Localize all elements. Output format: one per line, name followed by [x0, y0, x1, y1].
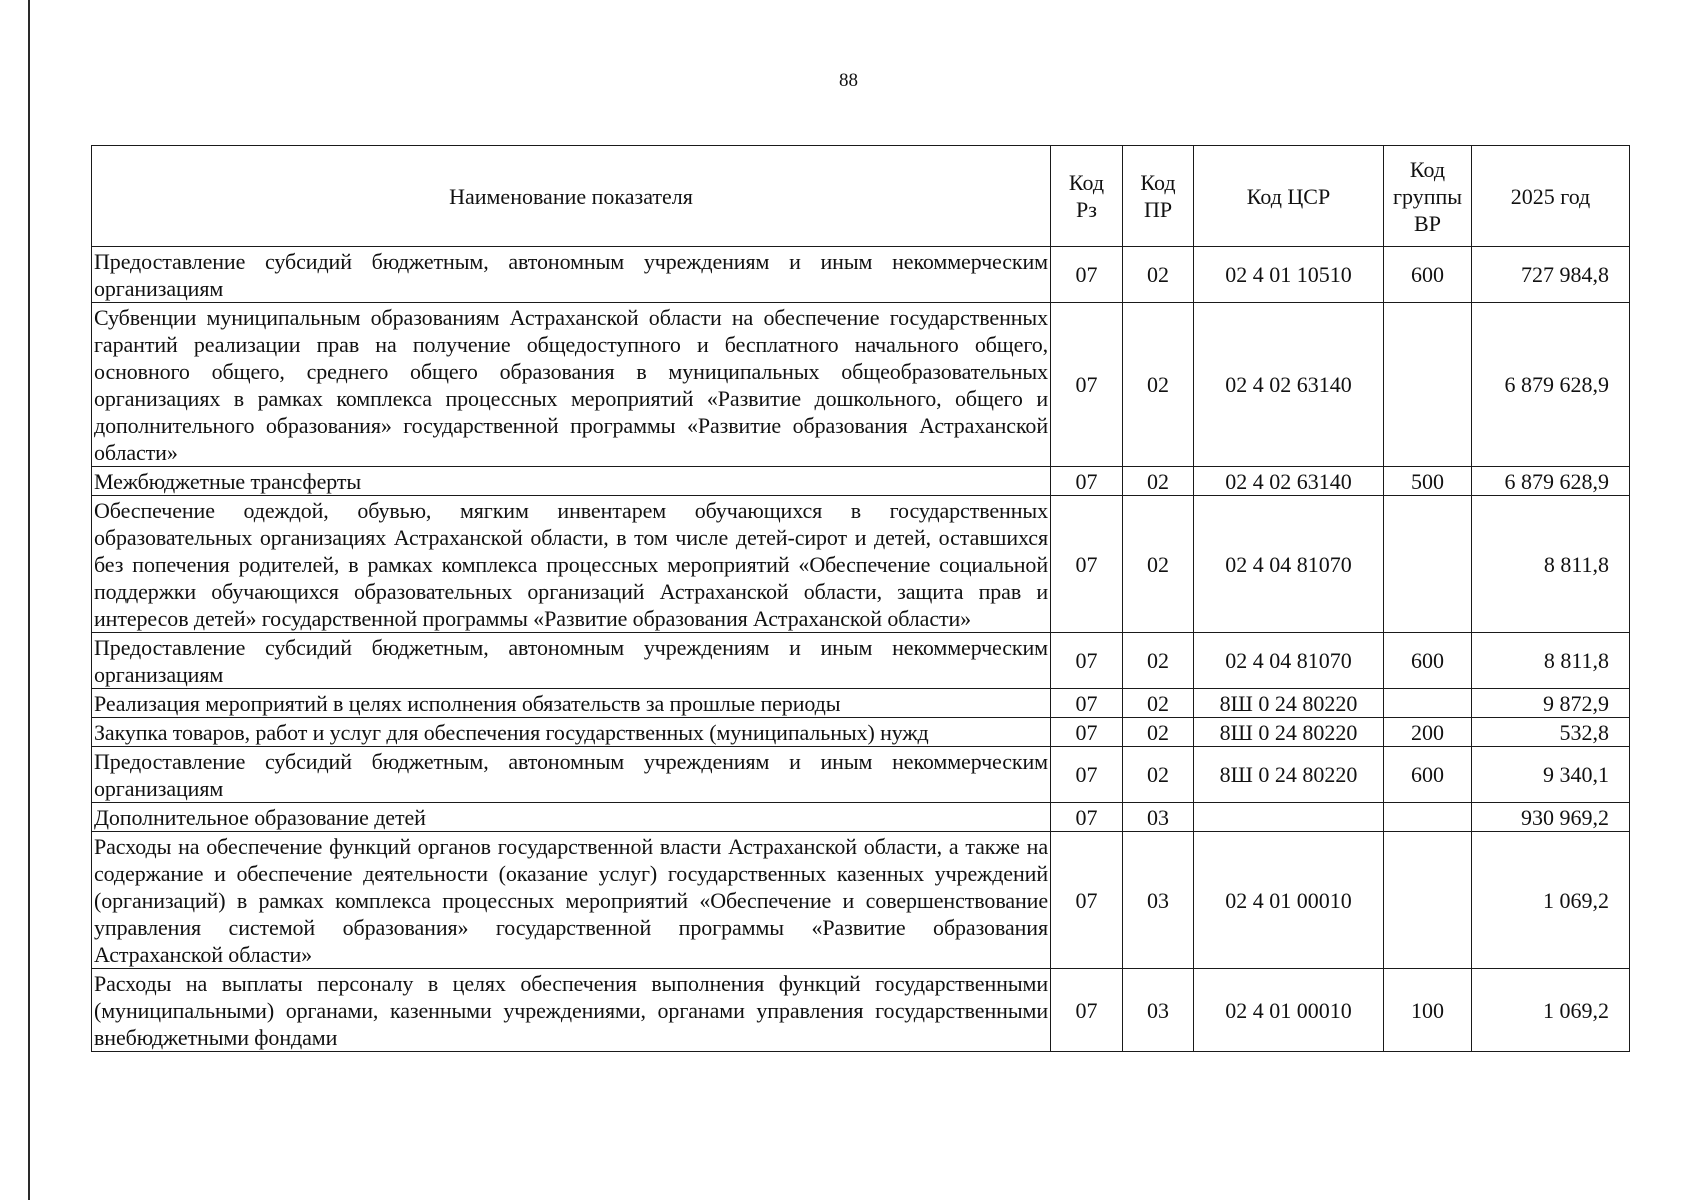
row-pr: 03 — [1123, 803, 1194, 832]
row-vr: 600 — [1384, 247, 1472, 303]
table-row — [92, 803, 1630, 832]
row-name: Расходы на выплаты персоналу в целях обеспечения выполнения функций государственными (муниципальными) органами, казенными учреждениями, органами управления государственными внебюджетными фондами — [92, 969, 1051, 1052]
row-vr — [1384, 803, 1472, 832]
table-row — [92, 747, 1630, 803]
row-vr: 200 — [1384, 718, 1472, 747]
row-rz: 07 — [1051, 496, 1123, 633]
row-vr — [1384, 832, 1472, 969]
table-row — [92, 689, 1630, 718]
row-rz: 07 — [1051, 303, 1123, 467]
row-pr: 02 — [1123, 747, 1194, 803]
row-name: Расходы на обеспечение функций органов государственной власти Астраханской области, а также на содержание и обеспечение деятельности (оказание услуг) государственных казенных учреждений (организаций) в рамках комплекса процессных мероприятий «Обеспечение и совершенствование управления системой образования» государственной программы «Развитие образования Астраханской области» — [92, 832, 1051, 969]
row-pr: 02 — [1123, 303, 1194, 467]
table-header-row — [92, 146, 1630, 247]
row-rz: 07 — [1051, 803, 1123, 832]
row-name: Предоставление субсидий бюджетным, автономным учреждениям и иным некоммерческим организациям — [92, 247, 1051, 303]
header-vr: Код группы ВР — [1384, 146, 1472, 247]
row-amount: 727 984,8 — [1472, 247, 1630, 303]
row-pr: 02 — [1123, 633, 1194, 689]
row-csr: 02 4 01 00010 — [1194, 832, 1384, 969]
row-csr: 8Ш 0 24 80220 — [1194, 718, 1384, 747]
row-name: Предоставление субсидий бюджетным, автономным учреждениям и иным некоммерческим организациям — [92, 747, 1051, 803]
row-amount: 9 340,1 — [1472, 747, 1630, 803]
row-rz: 07 — [1051, 467, 1123, 496]
row-rz: 07 — [1051, 832, 1123, 969]
table-row — [92, 247, 1630, 303]
row-amount: 8 811,8 — [1472, 496, 1630, 633]
header-year: 2025 год — [1472, 146, 1630, 247]
table-row — [92, 633, 1630, 689]
table-row — [92, 832, 1630, 969]
row-csr — [1194, 803, 1384, 832]
header-csr: Код ЦСР — [1194, 146, 1384, 247]
row-vr — [1384, 303, 1472, 467]
row-name: Дополнительное образование детей — [92, 803, 1051, 832]
row-pr: 02 — [1123, 467, 1194, 496]
row-pr: 02 — [1123, 496, 1194, 633]
row-csr: 8Ш 0 24 80220 — [1194, 747, 1384, 803]
header-name: Наименование показателя — [92, 146, 1051, 247]
row-csr: 02 4 02 63140 — [1194, 303, 1384, 467]
row-name: Предоставление субсидий бюджетным, автономным учреждениям и иным некоммерческим организациям — [92, 633, 1051, 689]
row-rz: 07 — [1051, 247, 1123, 303]
table-row — [92, 718, 1630, 747]
table-row — [92, 969, 1630, 1052]
row-pr: 02 — [1123, 718, 1194, 747]
row-name: Закупка товаров, работ и услуг для обеспечения государственных (муниципальных) нужд — [92, 718, 1051, 747]
row-vr: 100 — [1384, 969, 1472, 1052]
row-name: Реализация мероприятий в целях исполнения обязательств за прошлые периоды — [92, 689, 1051, 718]
row-pr: 02 — [1123, 689, 1194, 718]
row-pr: 03 — [1123, 969, 1194, 1052]
page-number: 88 — [839, 70, 858, 91]
header-rz: Код Рз — [1051, 146, 1123, 247]
row-vr: 600 — [1384, 747, 1472, 803]
row-rz: 07 — [1051, 718, 1123, 747]
table-row — [92, 496, 1630, 633]
row-rz: 07 — [1051, 969, 1123, 1052]
row-amount: 6 879 628,9 — [1472, 303, 1630, 467]
row-amount: 1 069,2 — [1472, 832, 1630, 969]
row-csr: 02 4 02 63140 — [1194, 467, 1384, 496]
table-row — [92, 303, 1630, 467]
header-pr: Код ПР — [1123, 146, 1194, 247]
row-vr: 600 — [1384, 633, 1472, 689]
row-amount: 1 069,2 — [1472, 969, 1630, 1052]
row-amount: 930 969,2 — [1472, 803, 1630, 832]
row-amount: 6 879 628,9 — [1472, 467, 1630, 496]
row-amount: 8 811,8 — [1472, 633, 1630, 689]
row-csr: 02 4 04 81070 — [1194, 496, 1384, 633]
row-csr: 8Ш 0 24 80220 — [1194, 689, 1384, 718]
row-csr: 02 4 04 81070 — [1194, 633, 1384, 689]
row-name: Обеспечение одеждой, обувью, мягким инвентарем обучающихся в государственных образовательных организациях Астраханской области, в том числе детей-сирот и детей, оставшихся без попечения родителей, в рамках комплекса процессных мероприятий «Обеспечение социальной поддержки обучающихся образовательных организаций Астраханской области, защита прав и интересов детей» государственной программы «Развитие образования Астраханской области» — [92, 496, 1051, 633]
row-csr: 02 4 01 10510 — [1194, 247, 1384, 303]
row-pr: 02 — [1123, 247, 1194, 303]
table-row — [92, 467, 1630, 496]
row-rz: 07 — [1051, 747, 1123, 803]
binding-margin-line — [28, 0, 30, 1200]
row-pr: 03 — [1123, 832, 1194, 969]
row-rz: 07 — [1051, 689, 1123, 718]
row-name: Межбюджетные трансферты — [92, 467, 1051, 496]
row-vr: 500 — [1384, 467, 1472, 496]
row-amount: 9 872,9 — [1472, 689, 1630, 718]
row-amount: 532,8 — [1472, 718, 1630, 747]
row-name: Субвенции муниципальным образованиям Астраханской области на обеспечение государственных гарантий реализации прав на получение общедоступного и бесплатного начального общего, основного общего, среднего общего образования в муниципальных общеобразовательных организациях в рамках комплекса процессных мероприятий «Развитие дошкольного, общего и дополнительного образования» государственной программы «Развитие образования Астраханской области» — [92, 303, 1051, 467]
budget-table — [91, 145, 1630, 1052]
row-rz: 07 — [1051, 633, 1123, 689]
row-vr — [1384, 496, 1472, 633]
row-csr: 02 4 01 00010 — [1194, 969, 1384, 1052]
row-vr — [1384, 689, 1472, 718]
